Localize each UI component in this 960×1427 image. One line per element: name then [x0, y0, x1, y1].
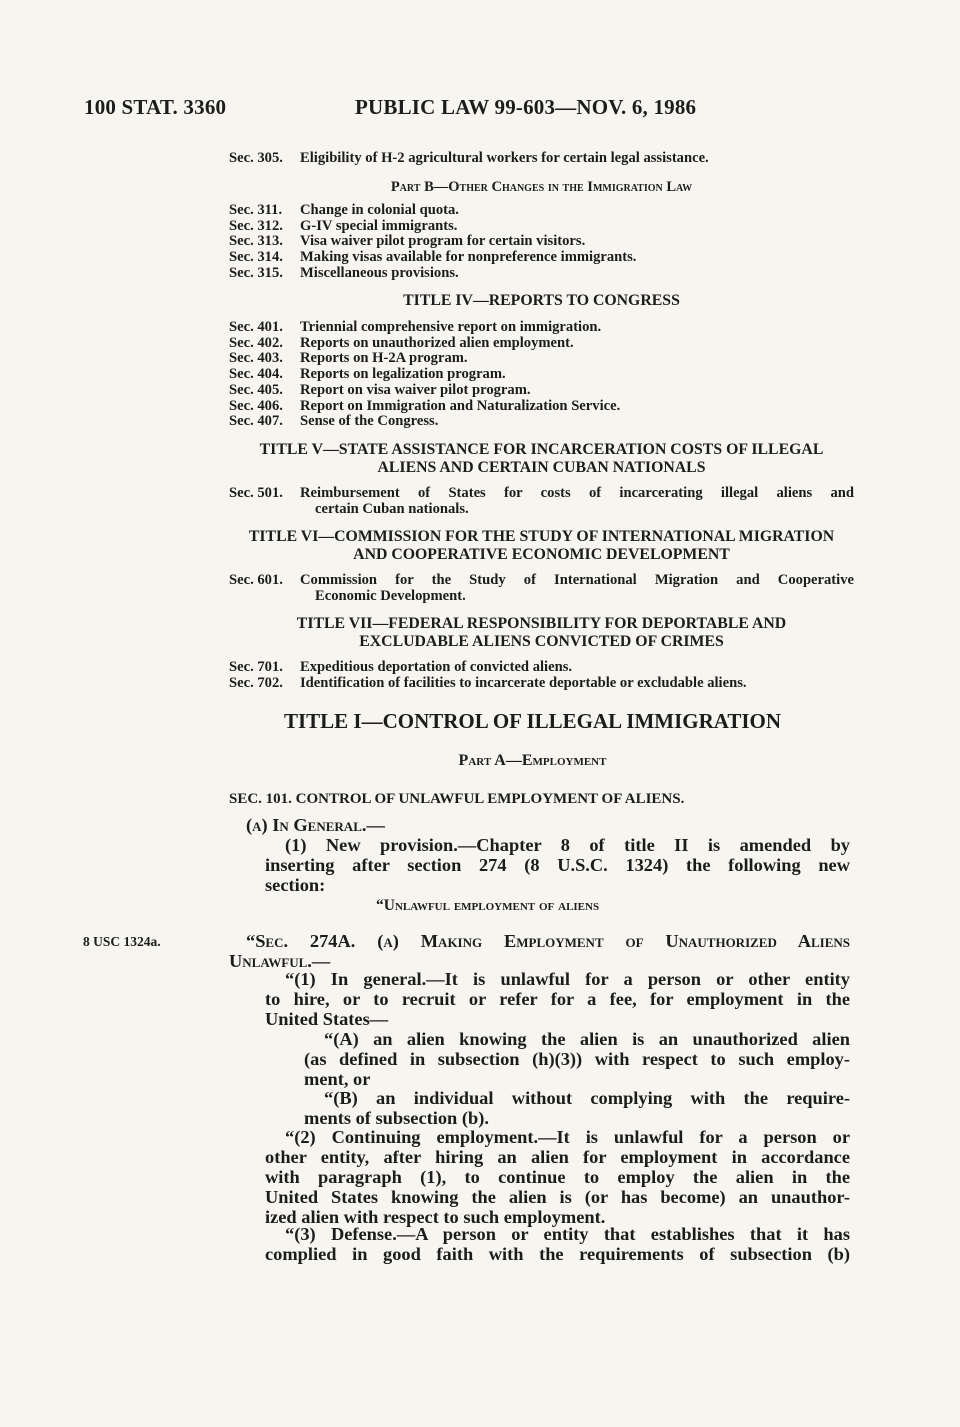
toc-sec-text: Report on Immigration and Naturalization Service.	[300, 397, 621, 414]
toc-entry	[229, 320, 854, 336]
toc-sec-text: Reports on legalization program.	[300, 366, 506, 383]
toc-sec-text-line2: Economic Development.	[315, 587, 466, 604]
text-line: United States knowing the alien is (or has become) an unauthor-	[265, 1187, 850, 1207]
toc-title-vii-heading	[229, 615, 854, 651]
toc-sec-number: Sec. 404.	[229, 366, 283, 383]
toc-title-vii-line1: TITLE VII—FEDERAL RESPONSIBILITY FOR DEPORTABLE AND	[296, 615, 787, 632]
text-line: to hire, or to recruit or refer for a fee, for employment in the	[265, 989, 850, 1009]
toc-sec-number: Sec. 312.	[229, 217, 283, 234]
toc-entry	[229, 676, 854, 692]
toc-sec-text: Report on visa waiver pilot program.	[300, 381, 531, 398]
toc-title-vi-line1: TITLE VI—COMMISSION FOR THE STUDY OF INTERNATIONAL MIGRATION	[248, 528, 835, 545]
toc-sec-number: Sec. 601.	[229, 572, 283, 588]
toc-part-b-list	[229, 203, 854, 282]
toc-entry	[229, 383, 854, 399]
toc-entry	[229, 266, 854, 282]
toc-sec-text: Sense of the Congress.	[300, 413, 439, 430]
toc-title-iv-list	[229, 320, 854, 430]
text-line: other entity, after hiring an alien for employment in accordance	[265, 1147, 850, 1167]
toc-sec-text: Making visas available for nonpreference immigrants.	[300, 249, 637, 266]
toc-title-vi-heading	[229, 528, 854, 564]
toc-sec-601	[229, 573, 854, 604]
toc-sec-text-line1: Commission for the Study of International Migration and Cooperative	[300, 572, 854, 588]
toc-entry	[229, 219, 854, 235]
paragraph-1B	[304, 1088, 850, 1128]
toc-sec-number: Sec. 405.	[229, 381, 283, 398]
toc-sec-number: Sec. 501.	[229, 485, 283, 501]
toc-sec-number: Sec. 313.	[229, 233, 283, 250]
page-stat-number: 100 STAT. 3360	[84, 95, 227, 119]
toc-sec-text: Change in colonial quota.	[300, 202, 459, 218]
toc-sec-text: Reports on unauthorized alien employment.	[300, 334, 574, 351]
toc-title-vii-line2: EXCLUDABLE ALIENS CONVICTED OF CRIMES	[359, 633, 724, 650]
text-line: ment, or	[304, 1069, 371, 1089]
toc-sec-text-line2: certain Cuban nationals.	[315, 500, 469, 517]
toc-sec-number: Sec. 701.	[229, 659, 283, 675]
toc-sec-text: Visa waiver pilot program for certain visitors.	[300, 233, 586, 250]
text-line: “(B) an individual without complying with the require-	[324, 1088, 850, 1108]
part-a-heading: Part A—Employment	[458, 752, 607, 769]
text-line: section:	[265, 875, 326, 895]
paragraph-2	[265, 1127, 850, 1227]
toc-title-v-heading	[229, 441, 854, 477]
toc-sec-number: Sec. 403.	[229, 350, 283, 367]
toc-sec-number: Sec. 311.	[229, 202, 283, 218]
toc-sec-text: G-IV special immigrants.	[300, 217, 458, 234]
toc-entry	[229, 351, 854, 367]
paragraph-3	[265, 1224, 850, 1264]
toc-sec-305	[229, 151, 854, 167]
text-line: (1) New provision.—Chapter 8 of title II is amended by	[285, 835, 850, 855]
text-line: inserting after section 274 (8 U.S.C. 1324) the following new	[265, 855, 850, 875]
paragraph-1A	[304, 1029, 850, 1089]
subsection-a-heading	[246, 815, 385, 835]
page-running-head: PUBLIC LAW 99-603—NOV. 6, 1986	[355, 95, 697, 119]
toc-sec-number: Sec. 315.	[229, 264, 283, 281]
toc-title-vi-line2: AND COOPERATIVE ECONOMIC DEVELOPMENT	[353, 546, 730, 563]
text-line: ized alien with respect to such employment.	[265, 1207, 606, 1227]
toc-entry	[229, 414, 854, 430]
in-general-label: (a) In General.—	[246, 815, 385, 835]
toc-sec-number: Sec. 401.	[229, 319, 283, 335]
text-line: “(2) Continuing employment.—It is unlawful for a person or	[285, 1127, 850, 1147]
paragraph-1	[265, 969, 850, 1029]
text-line: complied in good faith with the requirements of subsection (b)	[265, 1244, 850, 1264]
text-line: (as defined in subsection (h)(3)) with respect to such employ-	[304, 1049, 850, 1069]
toc-sec-number: Sec. 314.	[229, 249, 283, 266]
text-line: ments of subsection (b).	[304, 1108, 489, 1128]
toc-title-v-line1: TITLE V—STATE ASSISTANCE FOR INCARCERATION COSTS OF ILLEGAL	[259, 441, 824, 458]
toc-sec-text: Eligibility of H-2 agricultural workers for certain legal assistance.	[300, 150, 709, 166]
text-line: “Sec. 274A. (a) Making Employment of Unauthorized Aliens	[246, 931, 850, 951]
margin-citation: 8 USC 1324a.	[83, 934, 161, 949]
toc-sec-text-line1: Reimbursement of States for costs of incarcerating illegal aliens and	[300, 485, 854, 501]
toc-sec-number: Sec. 702.	[229, 674, 283, 691]
text-line: “(1) In general.—It is unlawful for a person or other entity	[285, 969, 850, 989]
text-line: “(A) an alien knowing the alien is an unauthorized alien	[324, 1029, 850, 1049]
toc-title-iv-heading: TITLE IV—REPORTS TO CONGRESS	[403, 292, 680, 309]
toc-sec-text: Triennial comprehensive report on immigration.	[300, 319, 602, 335]
toc-sec-number: Sec. 407.	[229, 413, 283, 430]
toc-sec-number: Sec. 402.	[229, 334, 283, 351]
section-heading-unlawful-employment: “Unlawful employment of aliens	[376, 897, 600, 914]
toc-title-v-line2: ALIENS AND CERTAIN CUBAN NATIONALS	[377, 459, 706, 476]
toc-entry	[229, 399, 854, 415]
toc-sec-text: Miscellaneous provisions.	[300, 264, 459, 281]
toc-sec-number: Sec. 305.	[229, 150, 283, 166]
text-line: United States—	[265, 1009, 389, 1029]
text-line: Unlawful.—	[229, 951, 331, 971]
text-line: with paragraph (1), to continue to employ the alien in the	[265, 1167, 850, 1187]
toc-sec-text: Reports on H-2A program.	[300, 350, 468, 367]
toc-entry	[229, 250, 854, 266]
toc-entry	[229, 336, 854, 352]
toc-entry	[229, 203, 854, 219]
sec-274a-heading	[229, 931, 850, 971]
toc-sec-number: Sec. 406.	[229, 397, 283, 414]
text-line: “(3) Defense.—A person or entity that establishes that it has	[285, 1224, 850, 1244]
toc-entry	[229, 660, 854, 676]
toc-title-vii-list	[229, 660, 854, 691]
toc-part-b-heading: Part B—Other Changes in the Immigration Law	[390, 179, 693, 195]
toc-sec-501	[229, 486, 854, 517]
toc-entry	[229, 367, 854, 383]
toc-entry	[229, 234, 854, 250]
toc-sec-text: Expeditious deportation of convicted aliens.	[300, 659, 573, 675]
sec-101-heading: SEC. 101. CONTROL OF UNLAWFUL EMPLOYMENT OF ALIENS.	[229, 791, 685, 807]
title-i-heading: TITLE I—CONTROL OF ILLEGAL IMMIGRATION	[283, 709, 782, 733]
toc-sec-text: Identification of facilities to incarcerate deportable or excludable aliens.	[300, 674, 747, 691]
new-provision-paragraph	[265, 835, 850, 895]
